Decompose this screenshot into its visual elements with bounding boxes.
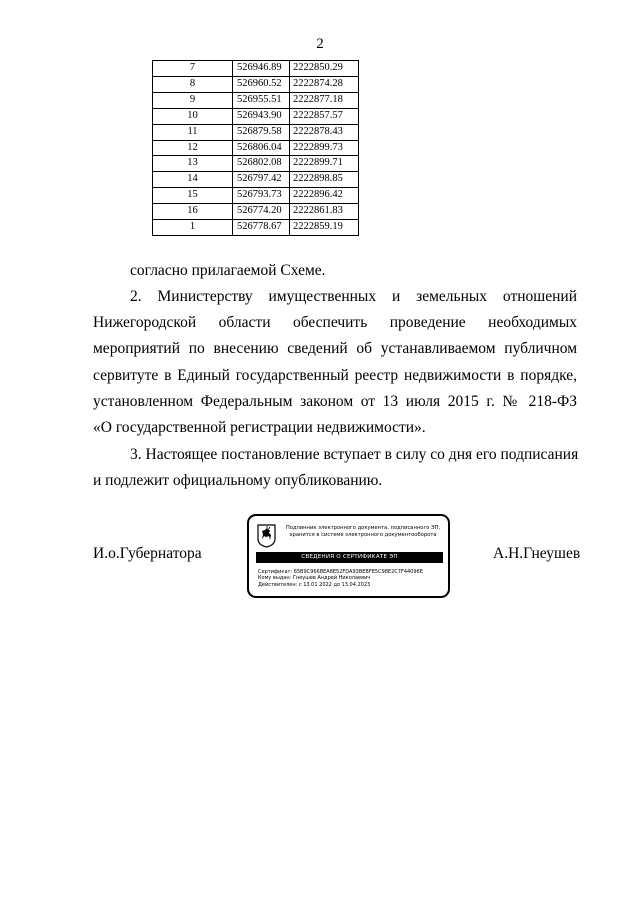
- text-line: установленном Федеральным законом от 13 июля 2015 г. № 218-ФЗ: [93, 392, 577, 410]
- x-coordinate-cell: 526802.08: [233, 156, 290, 172]
- text-line: Нижегородской области обеспечить проведение необходимых: [93, 314, 577, 332]
- x-coordinate-cell: 526943.90: [233, 108, 290, 124]
- certificate-owner: Кому выдан: Гнеушев Андрей Николаевич: [258, 575, 371, 582]
- x-coordinate-cell: 526797.42: [233, 172, 290, 188]
- table-row: [153, 172, 359, 188]
- electronic-signature-stamp: [247, 514, 450, 598]
- stamp-header: [281, 525, 445, 539]
- y-coordinate-cell: 2222857.57: [290, 108, 359, 124]
- paragraph-3: [93, 442, 577, 494]
- y-coordinate-cell: 2222878.43: [290, 124, 359, 140]
- x-coordinate-cell: 526806.04: [233, 140, 290, 156]
- coat-of-arms-icon: [257, 524, 276, 548]
- y-coordinate-cell: 2222850.29: [290, 61, 359, 77]
- y-coordinate-cell: 2222861.83: [290, 204, 359, 220]
- stamp-certificate-info: [258, 569, 423, 588]
- table-row: [153, 188, 359, 204]
- text-line: мероприятий по внесению сведений об устанавливаемом публичном: [93, 340, 577, 358]
- table-row: [153, 61, 359, 77]
- table-row: [153, 204, 359, 220]
- point-number-cell: 9: [153, 92, 233, 108]
- y-coordinate-cell: 2222898.85: [290, 172, 359, 188]
- signatory-name: А.Н.Гнеушев: [493, 545, 581, 562]
- scheme-reference-paragraph: [93, 258, 577, 284]
- table-row: [153, 156, 359, 172]
- x-coordinate-cell: 526960.52: [233, 76, 290, 92]
- table-row: [153, 92, 359, 108]
- stamp-title-bar: СВЕДЕНИЯ О СЕРТИФИКАТЕ ЭП: [256, 552, 443, 563]
- y-coordinate-cell: 2222859.19: [290, 220, 359, 236]
- x-coordinate-cell: 526774.20: [233, 204, 290, 220]
- y-coordinate-cell: 2222899.73: [290, 140, 359, 156]
- text-line: и подлежит официальному опубликованию.: [93, 472, 383, 490]
- table-row: [153, 124, 359, 140]
- text-line: 3. Настоящее постановление вступает в силу со дня его подписания: [130, 446, 579, 463]
- y-coordinate-cell: 2222874.28: [290, 76, 359, 92]
- table-row: [153, 220, 359, 236]
- x-coordinate-cell: 526793.73: [233, 188, 290, 204]
- x-coordinate-cell: 526955.51: [233, 92, 290, 108]
- point-number-cell: 1: [153, 220, 233, 236]
- point-number-cell: 15: [153, 188, 233, 204]
- table-row: [153, 76, 359, 92]
- stamp-header-line: Подлинник электронного документа, подписанного ЭП,: [285, 525, 441, 531]
- point-number-cell: 7: [153, 61, 233, 77]
- x-coordinate-cell: 526879.58: [233, 124, 290, 140]
- coordinates-table: [152, 60, 359, 236]
- stamp-header-line: хранится в системе электронного документооборота: [289, 532, 437, 538]
- point-number-cell: 10: [153, 108, 233, 124]
- point-number-cell: 8: [153, 76, 233, 92]
- point-number-cell: 14: [153, 172, 233, 188]
- y-coordinate-cell: 2222899.71: [290, 156, 359, 172]
- point-number-cell: 13: [153, 156, 233, 172]
- text-line: «О государственной регистрации недвижимости».: [93, 419, 426, 437]
- x-coordinate-cell: 526946.89: [233, 61, 290, 77]
- signatory-position: И.о.Губернатора: [93, 545, 202, 562]
- point-number-cell: 11: [153, 124, 233, 140]
- table-row: [153, 108, 359, 124]
- x-coordinate-cell: 526778.67: [233, 220, 290, 236]
- y-coordinate-cell: 2222877.18: [290, 92, 359, 108]
- text-line: 2. Министерству имущественных и земельных отношений: [130, 288, 577, 305]
- table-row: [153, 140, 359, 156]
- page-number: 2: [316, 36, 324, 52]
- paragraph-2: [93, 284, 577, 441]
- certificate-validity: Действителен: с 13.01.2022 до 13.04.2023: [258, 581, 371, 588]
- text-line: сервитуте в Единый государственный реестр недвижимости в порядке,: [93, 366, 577, 384]
- text-line: согласно прилагаемой Схеме.: [130, 262, 326, 279]
- point-number-cell: 16: [153, 204, 233, 220]
- point-number-cell: 12: [153, 140, 233, 156]
- certificate-number: Сертификат: 65B9C966BEA8E52FDA93BEBFE5C98E2C7F44096E: [258, 569, 423, 575]
- y-coordinate-cell: 2222896.42: [290, 188, 359, 204]
